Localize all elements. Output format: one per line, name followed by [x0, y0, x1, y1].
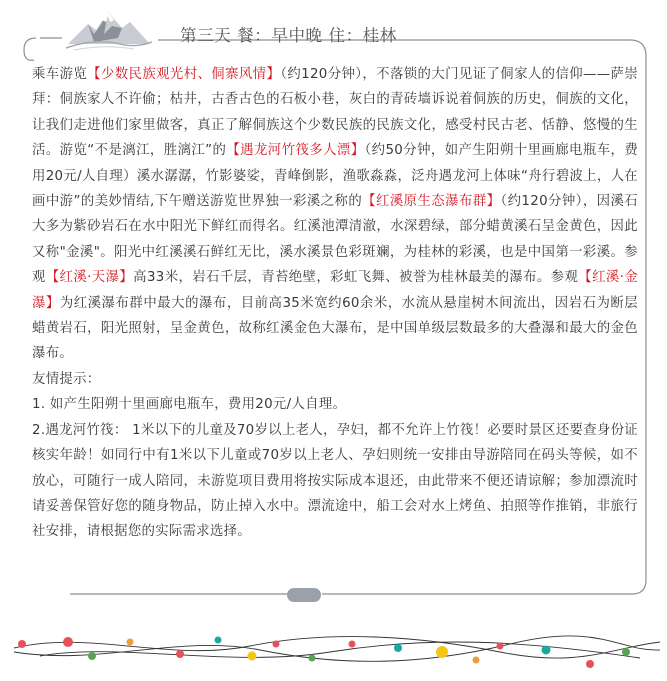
highlight-red-stream-waterfalls: 【红溪原生态瀑布群】 — [362, 194, 501, 210]
pagination-pill — [287, 588, 321, 602]
highlight-sky-waterfall: 【红溪·天瀑】 — [45, 270, 134, 286]
highlight-golden-waterfall: 【红溪·金瀑】 — [32, 270, 638, 311]
text-segment: （约120分钟），不落锁的大门见证了侗家人的信仰——萨崇拜：侗族家人不许偷；枯井，古香古色的石板小巷，灰白的青砖墙诉说着侗族的历史，侗族的文化，让我们走进他们家里做客，真正了解侗族这个少数民族的民族文化，感受村民古老、恬静、悠慢的生活。游览“不是漓江，胜漓江”的 — [32, 67, 639, 159]
text-segment: 乘车游览 — [32, 67, 88, 82]
tips-title: 友情提示： — [32, 371, 101, 387]
text-segment: 为红溪瀑布群中最大的瀑布，目前高35米宽约60余米，水流从悬崖树木间流出，因岩石为断层蜡黄岩石，阳光照射，呈金黄色，故称红溪金色大瀑布，是中国单级层数最多的大叠瀑和最大的金色瀑布。 — [32, 295, 638, 362]
highlight-yulong-river-rafting: 【遇龙河竹筏多人漂】 — [226, 143, 365, 159]
itinerary-content — [32, 62, 638, 545]
day-title: 第三天 餐：早中晚 住：桂林 — [180, 26, 397, 45]
itinerary-paragraph — [32, 62, 638, 367]
text-segment: 高33米，岩石千层，青苔绝壁，彩虹飞舞、被誉为桂林最美的瀑布。参观 — [133, 270, 579, 286]
highlight-ethnic-village: 【少数民族观光村、侗寨风情】 — [87, 67, 281, 82]
tip-item: 2.遇龙河竹筏： 1米以下的儿童及70岁以上老人，孕妇，都不允许上竹筏！必要时景区还要查身份证核实年龄！如同行中有1米以下儿童或70岁以上老人、孕妇则统一安排由导游陪同在码头等候，如不放心，可随行一成人陪同，未游览项目费用将按实际成本退还，由此带来不便还请谅解；参加漂流时请妥善保管好您的随身物品，防止掉入水中。漂流途中，船工会对水上烤鱼、拍照等作推销，非旅行社安排，请根据您的实际需求选择。 — [32, 422, 638, 540]
tip-item: 1. 如产生阳朔十里画廊电瓶车，费用20元/人自理。 — [32, 397, 347, 413]
text-segment: （约120分钟），因溪石大多为紫砂岩石在水中阳光下鲜红而得名。红溪池潭清澈，水深碧绿，部分蜡黄溪石呈金黄色，因此又称"金溪"。阳光中红溪溪石鲜红无比，溪水溪景色彩斑斓，为桂林的彩溪，也是中国第一彩溪。参观 — [32, 194, 638, 286]
bead-string-decoration — [0, 622, 667, 681]
text-segment: （约50分钟，如产生阳朔十里画廊电瓶车，费用20元/人自理）溪水潺潺，竹影婆娑，青峰倒影，渔歌淼淼，泛舟遇龙河上体味“舟行碧波上，人在画中游”的美妙情结,下午赠送游览世界独一彩溪之称的 — [32, 143, 639, 210]
mountain-logo-icon — [64, 4, 154, 52]
